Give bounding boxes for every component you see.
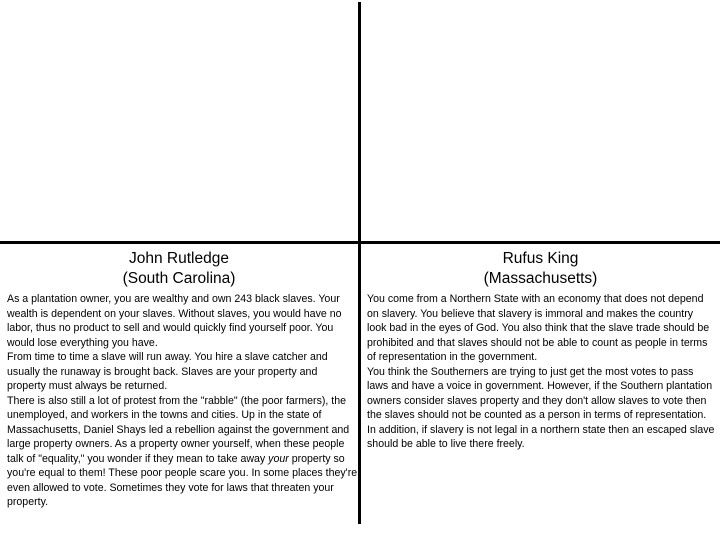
king-description [367,292,715,452]
king-name: Rufus King [502,250,579,267]
rutledge-paragraph-2: From time to time a slave will run away. You hire a slave catcher and usually the runaway is brought back. Slaves are your property and property must always be returned. [7,351,328,392]
rutledge-paragraph-3-text: There is also still a lot of protest from the "rabble" (the poor farmers), the unemployed, and workers in the towns and cities. Up in the state of Massachusetts, Daniel Shays led a rebellion against the government and large property owners. As a property owner yourself, when these people talk of "equality," you wonder if they mean to take away [7,394,350,465]
rutledge-paragraph-3 [7,394,359,510]
rutledge-paragraph-3-end: property so you're equal to them! These poor people scare you. In some places they're even allowed to vote. Sometimes they vote for laws that threaten your property. [7,452,358,508]
horizontal-divider [0,241,720,244]
king-heading [361,249,720,289]
rutledge-state: (South Carolina) [122,270,236,287]
rutledge-paragraph-1: As a plantation owner, you are wealthy and own 243 black slaves. Your wealth is dependent on your slaves. Without slaves, you would have no labor, thus no product to sell and would quickly find yourself poor. You would lose everything you have. [7,293,342,349]
king-paragraph-1: You come from a Northern State with an economy that does not depend on slavery. You believe that slavery is immoral and makes the country look bad in the eyes of God. You also think that the slave trade should be prohibited and that slaves should not be able to count as people in terms of representation in the government. [367,293,710,363]
rutledge-heading [0,249,358,289]
rutledge-description [7,292,359,510]
rutledge-emphasis: your [268,452,289,465]
king-state: (Massachusetts) [483,270,598,287]
rutledge-name: John Rutledge [129,250,229,267]
king-paragraph-2: You think the Southerners are trying to just get the most votes to pass laws and have a voice in government. However, if the Southern plantation owners consider slaves property and they don't allow slaves to vote then the slaves should not be counted as a person in terms of representation. In addition, if slavery is not legal in a northern state then an escaped slave should be able to live there freely. [367,365,715,450]
